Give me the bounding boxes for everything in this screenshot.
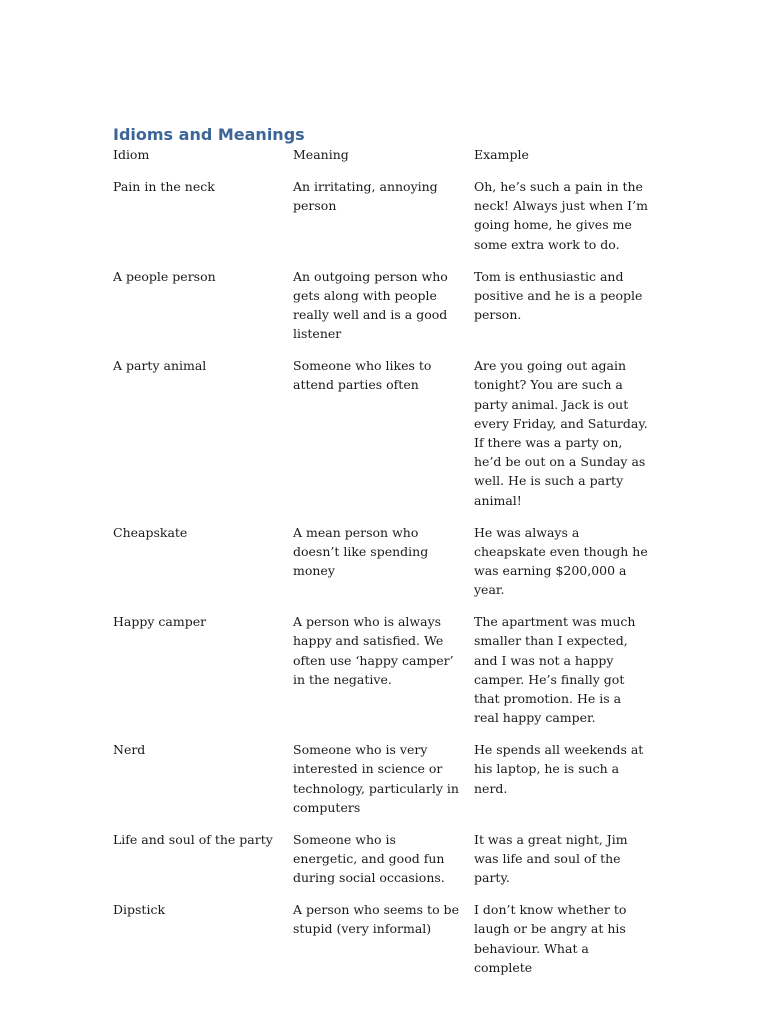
example-cell: Tom is enthusiastic and positive and he is a people person. [474, 268, 643, 323]
meaning-cell: An irritating, annoying person [293, 179, 438, 214]
example-cell: Oh, he’s such a pain in the neck! Always just when I’m going home, he gives me some extra work to do. [474, 179, 648, 252]
table-row [113, 900, 673, 990]
idiom-cell: A party animal [113, 358, 207, 374]
idiom-cell: Cheapskate [113, 524, 188, 540]
meaning-cell: A person who seems to be stupid (very informal) [293, 902, 459, 937]
meaning-cell: Someone who is energetic, and good fun during social occasions. [293, 831, 445, 886]
table-header-row [113, 145, 673, 177]
idiom-cell: Happy camper [113, 614, 207, 630]
document-title: Idioms and Meanings [113, 125, 305, 144]
idioms-table [113, 145, 673, 990]
example-cell: Are you going out again tonight? You are such a party animal. Jack is out every Friday, and Saturday. If there was a party on, he’d be out on a Sunday as well. He is such a party animal! [474, 358, 648, 508]
meaning-cell: A mean person who doesn’t like spending money [293, 524, 429, 579]
table-row [113, 177, 673, 267]
idiom-cell: A people person [113, 268, 216, 284]
example-cell: It was a great night, Jim was life and soul of the party. [474, 831, 628, 886]
example-cell: The apartment was much smaller than I expected, and I was not a happy camper. He’s finally got that promotion. He is a real happy camper. [474, 614, 636, 726]
header-meaning: Meaning [293, 147, 349, 162]
table-row [113, 523, 673, 613]
table-row [113, 612, 673, 740]
table-row [113, 830, 673, 900]
table-row [113, 267, 673, 357]
example-cell: He spends all weekends at his laptop, he is such a nerd. [474, 742, 644, 796]
idiom-cell: Pain in the neck [113, 179, 215, 194]
meaning-cell: Someone who likes to attend parties often [293, 358, 432, 393]
idiom-cell: Life and soul of the party [113, 831, 273, 847]
meaning-cell: A person who is always happy and satisfied. We often use ‘happy camper’ in the negative. [293, 614, 454, 687]
table-row [113, 740, 673, 830]
example-cell: I don’t know whether to laugh or be angry at his behaviour. What a complete [474, 902, 627, 975]
table-row [113, 356, 673, 522]
header-example: Example [474, 147, 529, 162]
idiom-cell: Dipstick [113, 902, 166, 918]
meaning-cell: An outgoing person who gets along with people really well and is a good listener [293, 268, 448, 342]
example-cell: He was always a cheapskate even though he was earning $200,000 a year. [474, 524, 648, 598]
idiom-cell: Nerd [113, 742, 146, 758]
header-idiom: Idiom [113, 147, 150, 162]
meaning-cell: Someone who is very interested in science or technology, particularly in computers [293, 742, 459, 815]
